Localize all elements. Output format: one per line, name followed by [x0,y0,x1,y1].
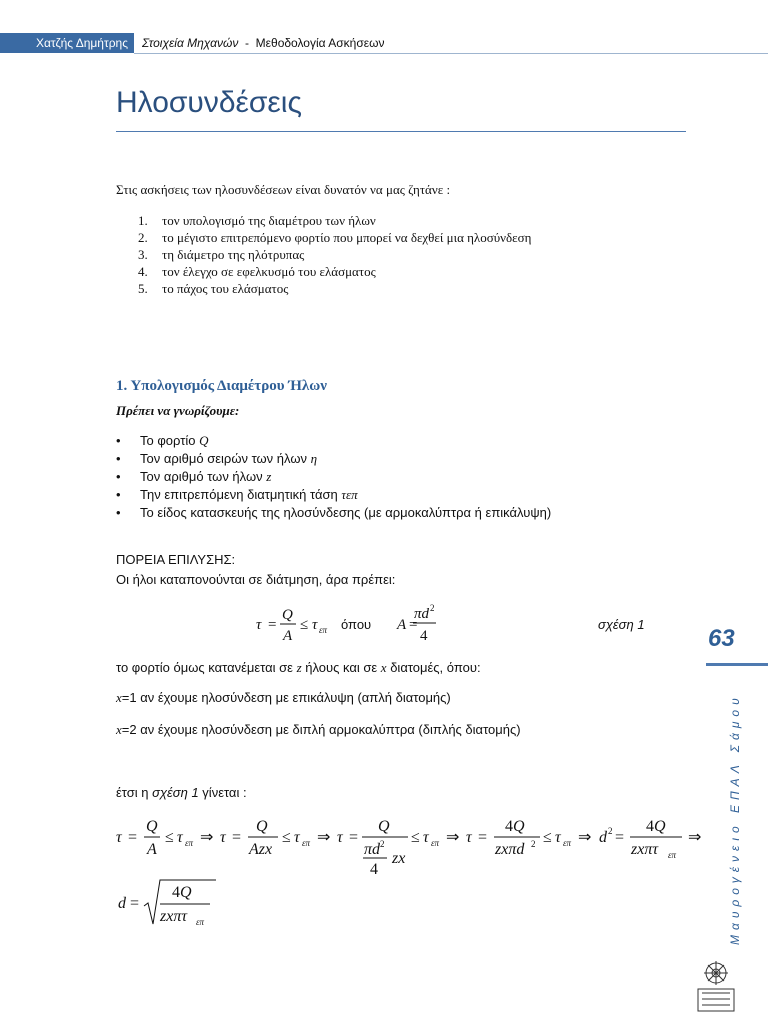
svg-text:⇒: ⇒ [578,829,592,846]
svg-text:=: = [478,829,488,846]
svg-text:4Q: 4Q [646,818,666,835]
svg-text:πd: πd [414,606,430,622]
svg-text:A: A [283,628,293,644]
header-title [142,33,384,53]
section-heading: 1. Υπολογισμός Διαμέτρου Ήλων [116,378,327,394]
svg-text:τ: τ [466,829,472,846]
svg-text:d: d [118,895,126,912]
where-word: όπου [341,617,372,632]
svg-text:επ: επ [319,625,328,635]
svg-text:zxπτ: zxπτ [631,841,659,858]
list-item: 5. το πάχος του ελάσματος [138,281,289,296]
procedure-heading: ΠΟΡΕΙΑ ΕΠΙΛΥΣΗΣ: [116,552,236,567]
svg-text:πd: πd [364,841,381,858]
list-item: 2. το μέγιστο επιτρεπόμενο φορτίο που μπορεί να δεχθεί μια ηλοσύνδεση [138,230,532,245]
svg-text:=: = [615,829,625,846]
list-item: 3. τη διάμετρο της ηλότρυπας [138,247,305,262]
svg-text:Q: Q [378,818,390,835]
questions-list [138,212,531,297]
svg-text:τ: τ [220,829,226,846]
svg-text:d: d [599,829,607,846]
svg-text:≤: ≤ [282,829,291,846]
procedure-text: Οι ήλοι καταπονούνται σε διάτμηση, άρα πρέπει: [116,572,396,587]
becomes-text: έτσι η σχέση 1 γίνεται : [116,785,247,800]
svg-text:2: 2 [608,826,613,836]
svg-text:επ: επ [185,838,194,848]
chapter-rule [116,131,686,132]
svg-text:Q: Q [256,818,268,835]
svg-text:2: 2 [531,839,536,849]
list-item: 4. τον έλεγχο σε εφελκυσμό του ελάσματος [138,264,376,279]
derivation-formula [112,812,712,878]
page-number: 63 [708,625,735,652]
svg-text:=: = [128,829,138,846]
svg-text:τ: τ [294,829,300,846]
chapter-title: Ηλοσυνδέσεις [116,86,302,119]
distribution-text: το φορτίο όμως κατανέμεται σε z ήλους και σε x διατομές, όπου: [116,660,481,675]
svg-text:επ: επ [563,838,572,848]
school-logo [690,955,742,1015]
svg-text:A: A [397,617,407,633]
header-subject: Μεθοδολογία Ασκήσεων [255,36,385,50]
svg-text:⇒: ⇒ [446,829,460,846]
list-item: • Το είδος κατασκευής της ηλοσύνδεσης (με αρμοκαλύπτρα ή επικάλυψη) [116,505,552,520]
svg-text:≤: ≤ [411,829,420,846]
list-item: • Τον αριθμό των ήλων z [116,469,272,484]
list-item: 1. τον υπολογισμό της διαμέτρου των ήλων [138,213,376,228]
svg-text:2: 2 [380,839,385,849]
svg-text:=: = [232,829,242,846]
case-single-shear: x=1 αν έχουμε ηλοσύνδεση με επικάλυψη (απλή διατομής) [116,690,451,705]
svg-text:⇒: ⇒ [688,829,702,846]
svg-text:4Q: 4Q [505,818,525,835]
svg-text:≤: ≤ [165,829,174,846]
svg-text:τ: τ [337,829,343,846]
svg-text:zxπτ: zxπτ [160,908,188,925]
svg-text:≤: ≤ [543,829,552,846]
svg-text:Q: Q [146,818,158,835]
svg-text:4Q: 4Q [172,884,192,901]
relation-label: σχέση 1 [598,617,645,632]
svg-text:τ: τ [177,829,183,846]
svg-text:Azx: Azx [249,841,273,858]
svg-text:≤: ≤ [300,617,309,633]
svg-text:τ: τ [555,829,561,846]
svg-text:τ: τ [312,617,318,633]
list-item: • Την επιτρεπόμενη διατμητική τάση τεπ [116,487,358,502]
header-book: Στοιχεία Μηχανών [142,36,239,50]
svg-text:τ: τ [256,617,262,633]
svg-text:επ: επ [302,838,311,848]
svg-text:2: 2 [430,603,435,613]
svg-text:zxπd: zxπd [495,841,525,858]
svg-text:=: = [409,617,418,633]
svg-text:τ: τ [116,829,122,846]
svg-text:επ: επ [431,838,440,848]
svg-text:=: = [349,829,359,846]
list-item: • Το φορτίο Q [116,433,209,448]
svg-text:4: 4 [420,628,428,644]
intro-text: Στις ασκήσεις των ηλοσυνδέσεων είναι δυνατόν να μας ζητάνε : [116,182,451,197]
svg-text:επ: επ [668,850,677,860]
page-number-rule [706,663,768,666]
svg-text:4: 4 [370,861,378,878]
svg-text:A: A [147,841,157,858]
diameter-formula [112,876,232,932]
svg-text:Q: Q [282,607,293,623]
header-divider [134,53,768,54]
header-author: Χατζής Δημήτρης [0,33,134,53]
school-name-vertical: Μαυρογένειο ΕΠΑΛ Σάμου [728,693,742,945]
section-subtitle: Πρέπει να γνωρίζουμε: [116,403,240,418]
case-double-shear: x=2 αν έχουμε ηλοσύνδεση με διπλή αρμοκαλύπτρα (διπλής διατομής) [116,722,521,737]
header-separator: - [245,36,249,50]
list-item: • Τον αριθμό σειρών των ήλων η [116,451,318,466]
svg-text:⇒: ⇒ [200,829,214,846]
svg-text:επ: επ [196,917,205,927]
svg-text:=: = [130,895,140,912]
requirements-list [116,432,551,522]
svg-text:⇒: ⇒ [317,829,331,846]
svg-text:=: = [268,617,277,633]
svg-text:τ: τ [423,829,429,846]
svg-text:zx: zx [392,850,406,867]
